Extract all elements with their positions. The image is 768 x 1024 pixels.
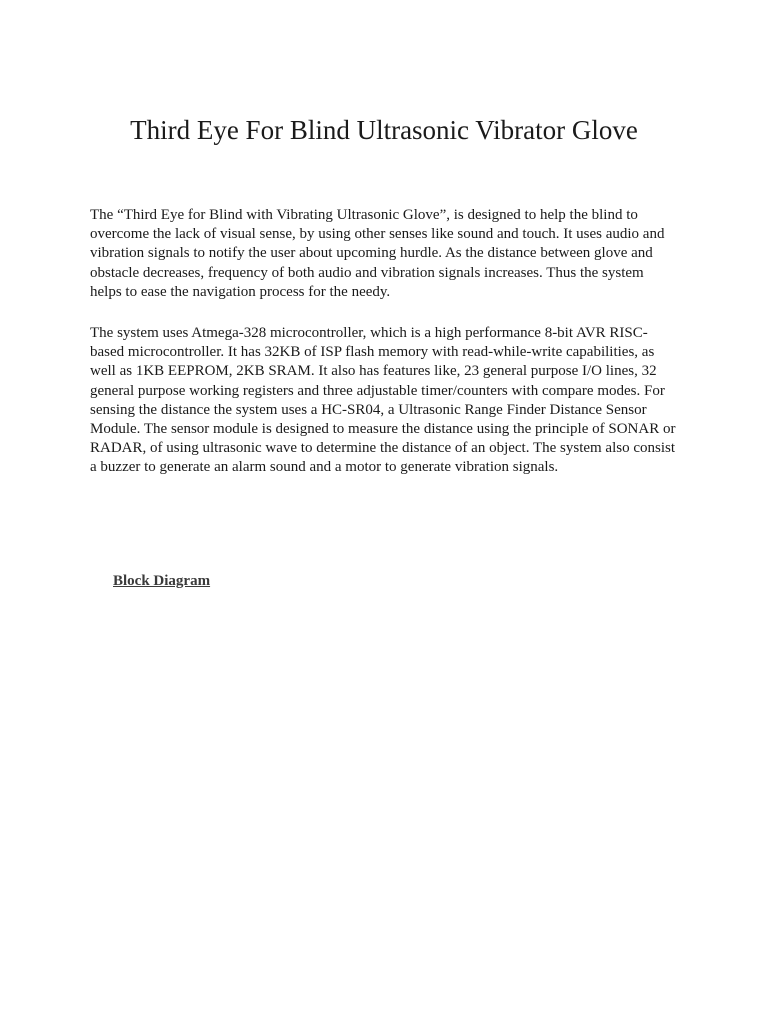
system-description-paragraph: The system uses Atmega-328 microcontroller, which is a high performance 8-bit AVR RISC-based microcontroller. It has 32KB of ISP flash memory with read-while-write capabilities, as well as 1KB EEPROM, 2KB SRAM. It also has features like, 23 general purpose I/O lines, 32 general purpose working registers and three adjustable timer/counters with compare modes. For sensing the distance the system uses a HC-SR04, a Ultrasonic Range Finder Distance Sensor Module. The sensor module is designed to measure the distance using the principle of SONAR or RADAR, of using ultrasonic wave to determine the distance of an object. The system also consist a buzzer to generate an alarm sound and a motor to generate vibration signals. (90, 325, 676, 476)
block-diagram-heading: Block Diagram (113, 573, 211, 589)
document-title: Third Eye For Blind Ultrasonic Vibrator Glove (130, 115, 638, 145)
intro-paragraph: The “Third Eye for Blind with Vibrating Ultrasonic Glove”, is designed to help the blind to overcome the lack of visual sense, by using other senses like sound and touch. It uses audio and vibration signals to notify the user about upcoming hurdle. As the distance between glove and obstacle decreases, frequency of both audio and vibration signals increases. Thus the system helps to ease the navigation process for the needy. (90, 207, 665, 300)
